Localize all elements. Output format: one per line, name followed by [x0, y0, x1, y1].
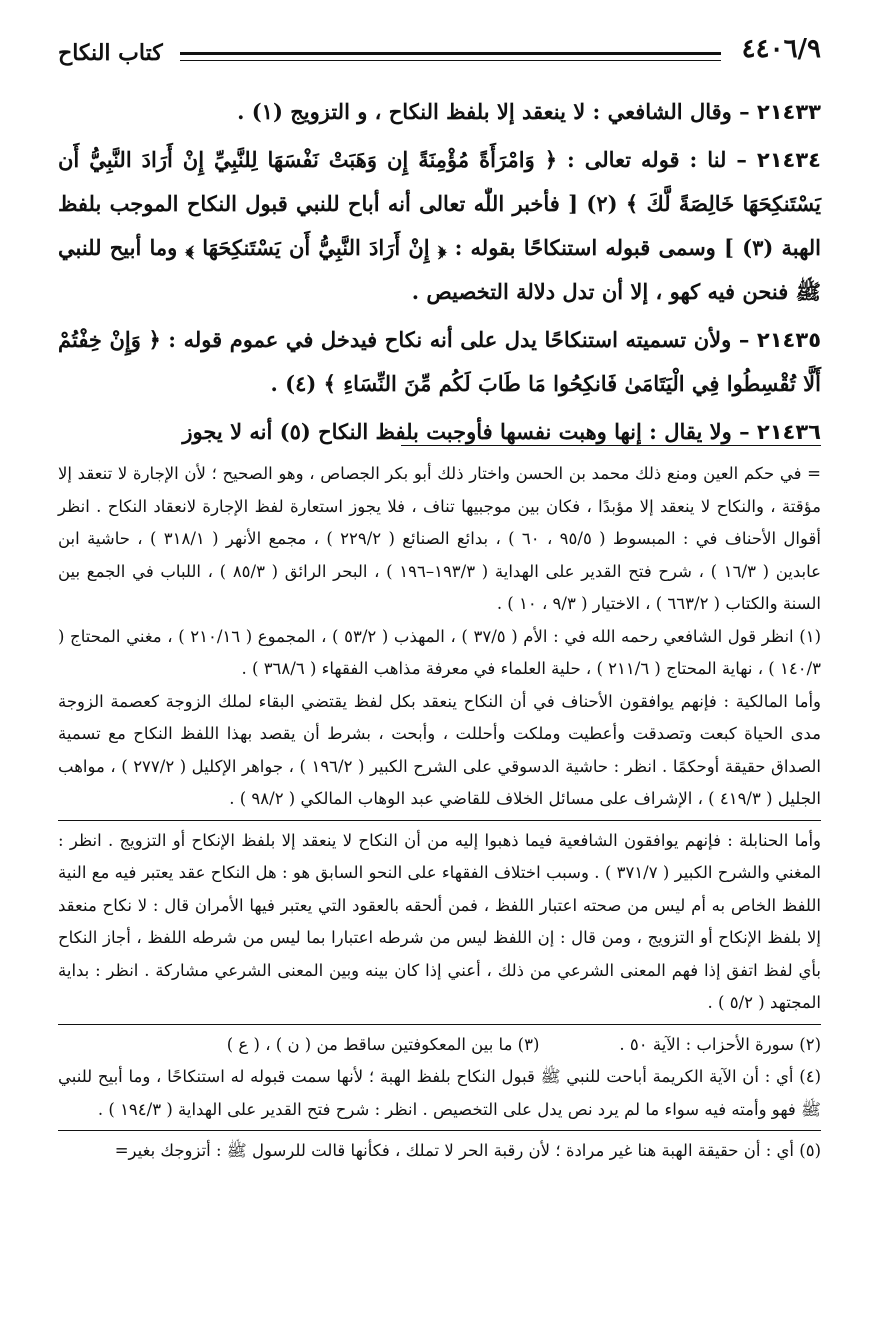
paragraph-number: ٢١٤٣٥ — [756, 328, 822, 352]
paragraph-text: – وقال الشافعي : لا ينعقد إلا بلفظ النكاح ، و التزويج (١) . — [237, 99, 750, 124]
footnote-1-maliki: وأما المالكية : فإنهم يوافقون الأحناف في أن النكاح ينعقد بكل لفظ يقتضي البقاء لملك الزوجة كعصمة الزوجة مدى الحياة كبعت وتصدقت وأعطيت وملكت وأحللت ، وأبحت ، بشرط أن يقصد بهذا اللفظ النكاح مع تسمية الصداق حقيقة أوحكمًا . انظر : حاشية الدسوقي على الشرح الكبير ( ١٩٦/٢ ) ، جواهر الإكليل ( ٢٧٧/٢ ) ، مواهب الجليل ( ٤١٩/٣ ) ، الإشراف على مسائل الخلاف للقاضي عبد الوهاب المالكي ( ٩٨/٢ ) . — [58, 691, 821, 808]
paragraph-21433 — [58, 90, 821, 134]
header-rule — [180, 52, 721, 61]
book-title: كتاب النكاح — [58, 40, 163, 66]
paragraph-21436 — [58, 410, 821, 454]
footnote-4: (٤) أي : أن الآية الكريمة أباحت للنبي ﷺ قبول النكاح بلفظ الهبة ؛ لأنها سمت قبوله له استنكاحًا ، وما أبيح للنبي ﷺ فهو وأمته فيه سواء ما لم يرد نص يدل على التخصيص . انظر : شرح فتح القدير على الهداية ( ١٩٤/٣ ) . — [58, 1067, 821, 1119]
footnotes-row — [58, 1029, 821, 1062]
footnote-separator — [401, 445, 821, 446]
paragraph-21435 — [58, 318, 821, 406]
footnote-continuation: = في حكم العين ومنع ذلك محمد بن الحسن واختار ذلك أبو بكر الجصاص ، وهو الصحيح ؛ لأن الإجارة لا تنعقد إلا مؤقتة ، والنكاح لا ينعقد إلا مؤبدًا ، فكان بين موجبيها تناف ، فلا يجوز استعارة لفظ الإجارة لانعقاد النكاح . انظر أقوال الأحناف في : المبسوط ( ٩٥/٥ ، ٦٠ ) ، بدائع الصنائع ( ٢٢٩/٢ ) ، مجمع الأنهر ( ٣١٨/١ ) ، حاشية ابن عابدين ( ١٦/٣ ) ، شرح فتح القدير على الهداية ( ١٩٣/٣–١٩٦ ) ، البحر الرائق ( ٨٥/٣ ) ، اللباب في الجمع بين السنة والكتاب ( ٦٦٣/٢ ) ، الاختيار ( ٩/٣ ، ١٠ ) . — [58, 464, 822, 613]
paragraph-21434 — [58, 138, 821, 314]
footnote-1-hanbali: وأما الحنابلة : فإنهم يوافقون الشافعية فيما ذهبوا إليه من أن النكاح لا ينعقد إلا بلفظ الإنكاح أو التزويج . انظر : المغني والشرح الكبير ( ٣٧١/٧ ) . وسبب اختلاف الفقهاء على النحو السابق هو : هل النكاح عقد يعتبر فيه مع النية اللفظ الخاص به أم ليس من صحته اعتبار اللفظ ، فمن ألحقه بالعقود التي يعتبر فيها الأمران قال : لا نكاح منعقد إلا بلفظ الإنكاح أو التزويج ، ومن قال : إن اللفظ ليس من شرطه اعتبارا بما ليس من شرطه اللفظ ، أجاز النكاح بأي لفظ اتفق إذا فهم المعنى الشرعي من ذلك ، أعني إذا كان بينه وبين المعنى الشرعي مشاركة . انظر : بداية المجتهد ( ٥/٢ ) . — [58, 830, 821, 1012]
footnotes — [58, 458, 821, 1168]
footnote-1: (١) انظر قول الشافعي رحمه الله في : الأم ( ٣٧/٥ ) ، المهذب ( ٥٣/٢ ) ، المجموع ( ٢١٠/١٦ ) ، مغني المحتاج ( ١٤٠/٣ ) ، نهاية المحتاج ( ٢١١/٦ ) ، حلية العلماء في معرفة مذاهب الفقهاء ( ٣٦٨/٦ ) . — [58, 626, 821, 678]
paragraph-number: ٢١٤٣٦ — [756, 420, 821, 444]
footnote-2: (٢) سورة الأحزاب : الآية ٥٠ . — [619, 1034, 821, 1054]
page-number: ٤٤٠٦/٩ — [741, 34, 821, 64]
footnote-divider — [58, 1130, 821, 1131]
footnote-divider — [58, 1024, 821, 1025]
footnote-divider — [58, 820, 821, 821]
paragraph-number: ٢١٤٣٣ — [756, 100, 821, 124]
footnote-3: (٣) ما بين المعكوفتين ساقط من ( ن ) ، ( ع ) — [226, 1034, 540, 1054]
footnote-5: (٥) أي : أن حقيقة الهبة هنا غير مرادة ؛ لأن رقبة الحر لا تملك ، فكأنها قالت للرسول ﷺ : أتزوجك بغير= — [114, 1141, 821, 1160]
paragraph-text: – لنا : قوله تعالى : ﴿ وَامْرَأَةً مُؤْمِنَةً إِن وَهَبَتْ نَفْسَهَا لِلنَّبِيِّ إِنْ أَرَادَ النَّبِيُّ أَن يَسْتَنكِحَهَا خَالِصَةً لَّكَ ﴾ (٢) [ فأخبر اللّٰه تعالى أنه أباح للنبي قبول النكاح الموجب بلفظ الهبة (٣) ] وسمى قبوله استنكاحًا بقوله : ﴿ إِنْ أَرَادَ النَّبِيُّ أَن يَسْتَنكِحَهَا ﴾ وما أبيح للنبي ﷺ فنحن فيه كهو ، إلا أن تدل دلالة التخصيص . — [58, 147, 821, 304]
paragraph-number: ٢١٤٣٤ — [756, 148, 821, 172]
paragraph-text: – ولا يقال : إنها وهبت نفسها فأوجبت بلفظ النكاح (٥) أنه لا يجوز — [182, 419, 750, 444]
main-text — [58, 90, 821, 458]
running-header — [58, 30, 821, 78]
paragraph-text: – ولأن تسميته استنكاحًا يدل على أنه نكاح فيدخل في عموم قوله : ﴿ وَإِنْ خِفْتُمْ أَلَّا تُقْسِطُوا فِي الْيَتَامَىٰ فَانكِحُوا مَا طَابَ لَكُم مِّنَ النِّسَاءِ ﴾ (٤) . — [58, 327, 821, 396]
